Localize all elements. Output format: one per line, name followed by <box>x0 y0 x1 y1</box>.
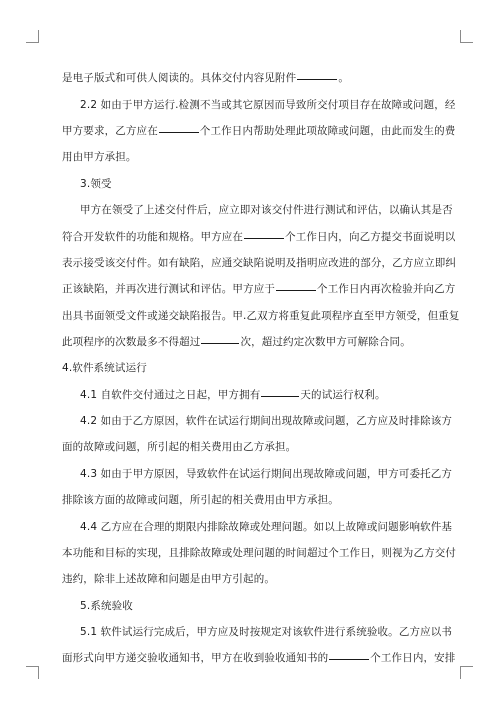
text-line <box>80 414 452 428</box>
crop-mark-top-left <box>26 30 39 43</box>
text-line <box>62 256 456 270</box>
text-segment: 5.1 软件试运行完成后，甲方应及时按规定对该软件进行系统验收。乙方应以书 <box>80 626 453 638</box>
text-line <box>62 572 275 586</box>
text-segment: 4.软件系统试运行 <box>62 362 147 374</box>
text-line <box>62 335 411 349</box>
text-segment: 出具书面领受文件或递交缺陷报告。甲.乙双方将重复此项程序直至甲方领受，但重复 <box>62 310 460 322</box>
text-line <box>80 388 386 402</box>
text-segment: 个工作日内，向乙方提交书面说明以 <box>285 231 456 243</box>
text-segment: 此项程序的次数最多不得超过 <box>62 336 201 348</box>
text-segment: 面的故障或问题，所引起的相关费用由乙方承担。 <box>62 441 297 453</box>
text-line <box>62 150 137 164</box>
text-segment: 天的试运行权利。 <box>300 389 386 401</box>
text-segment: 5.系统验收 <box>80 600 133 612</box>
fill-blank <box>261 395 299 397</box>
text-segment: 个工作日内再次检验并向乙方 <box>317 283 456 295</box>
fill-blank <box>297 78 337 80</box>
text-line <box>62 651 455 665</box>
text-line <box>80 203 453 217</box>
text-segment: 2.2 如由于甲方运行.检测不当或其它原因而导致所交付项目存在故障或问题，经 <box>80 99 456 111</box>
text-segment: 用由甲方承担。 <box>62 151 137 163</box>
text-line <box>62 71 349 85</box>
text-segment: 甲方在领受了上述交付件后，应立即对该交付件进行测试和评估，以确认其是否 <box>80 204 453 216</box>
text-line <box>80 98 456 112</box>
crop-mark-bottom-right <box>460 666 473 679</box>
fill-blank <box>159 131 199 133</box>
text-line <box>62 440 296 454</box>
text-line <box>62 309 460 323</box>
text-line <box>80 625 452 639</box>
section-heading <box>80 177 112 191</box>
text-segment: 3.领受 <box>80 178 112 190</box>
text-segment: 。 <box>338 72 349 84</box>
text-segment: 个工作日内，安排 <box>370 652 456 664</box>
text-line <box>80 467 452 481</box>
text-line <box>62 282 455 296</box>
text-segment: 本功能和目标的实现，且排除故障或处理问题的时间超过个工作日，则视为乙方交付 <box>62 547 457 559</box>
text-line <box>62 124 455 138</box>
text-segment: 违约，除非上述故障和问题是由甲方引起的。 <box>62 573 275 585</box>
text-segment: 4.1 自软件交付通过之日起，甲方拥有 <box>80 389 261 401</box>
text-segment: 次，超过约定次数甲方可解除合同。 <box>240 336 411 348</box>
fill-blank <box>329 658 369 660</box>
fill-blank <box>276 289 316 291</box>
text-segment: 面形式向甲方递交验收通知书，甲方在收到验收通知书的 <box>62 652 329 664</box>
fill-blank <box>244 237 284 239</box>
text-segment: 表示接受该交付件。如有缺陷，应通交缺陷说明及指明应改进的部分，乙方应立即纠 <box>62 257 457 269</box>
text-segment: 4.4 乙方应在合理的期限内排除故障或处理问题。如以上故障或问题影响软件基 <box>80 521 453 533</box>
section-heading <box>80 599 133 613</box>
text-segment: 正该缺陷，并再次进行测试和评估。甲方应于 <box>62 283 275 295</box>
text-segment: 排除该方面的故障或问题，所引起的相关费用由甲方承担。 <box>62 494 339 506</box>
text-segment: 甲方要求，乙方应在 <box>62 125 158 137</box>
text-line <box>62 230 455 244</box>
text-line <box>80 520 452 534</box>
text-segment: 个工作日内帮助处理此项故障或问题，由此而发生的费 <box>199 125 456 137</box>
fill-blank <box>201 342 239 344</box>
text-segment: 符合开发软件的功能和规格。甲方应在 <box>62 231 244 243</box>
text-segment: 4.3 如由于甲方原因，导致软件在试运行期间出现故障或问题，甲方可委托乙方 <box>80 468 453 480</box>
crop-mark-bottom-left <box>26 666 39 679</box>
text-line <box>62 493 339 507</box>
section-heading <box>62 361 147 375</box>
text-line <box>62 546 456 560</box>
crop-mark-top-right <box>460 30 473 43</box>
text-segment: 4.2 如由于乙方原因，软件在试运行期间出现故障或问题，乙方应及时排除该方 <box>80 415 453 427</box>
text-segment: 是电子版式和可供人阅读的。具体交付内容见附件 <box>62 72 297 84</box>
